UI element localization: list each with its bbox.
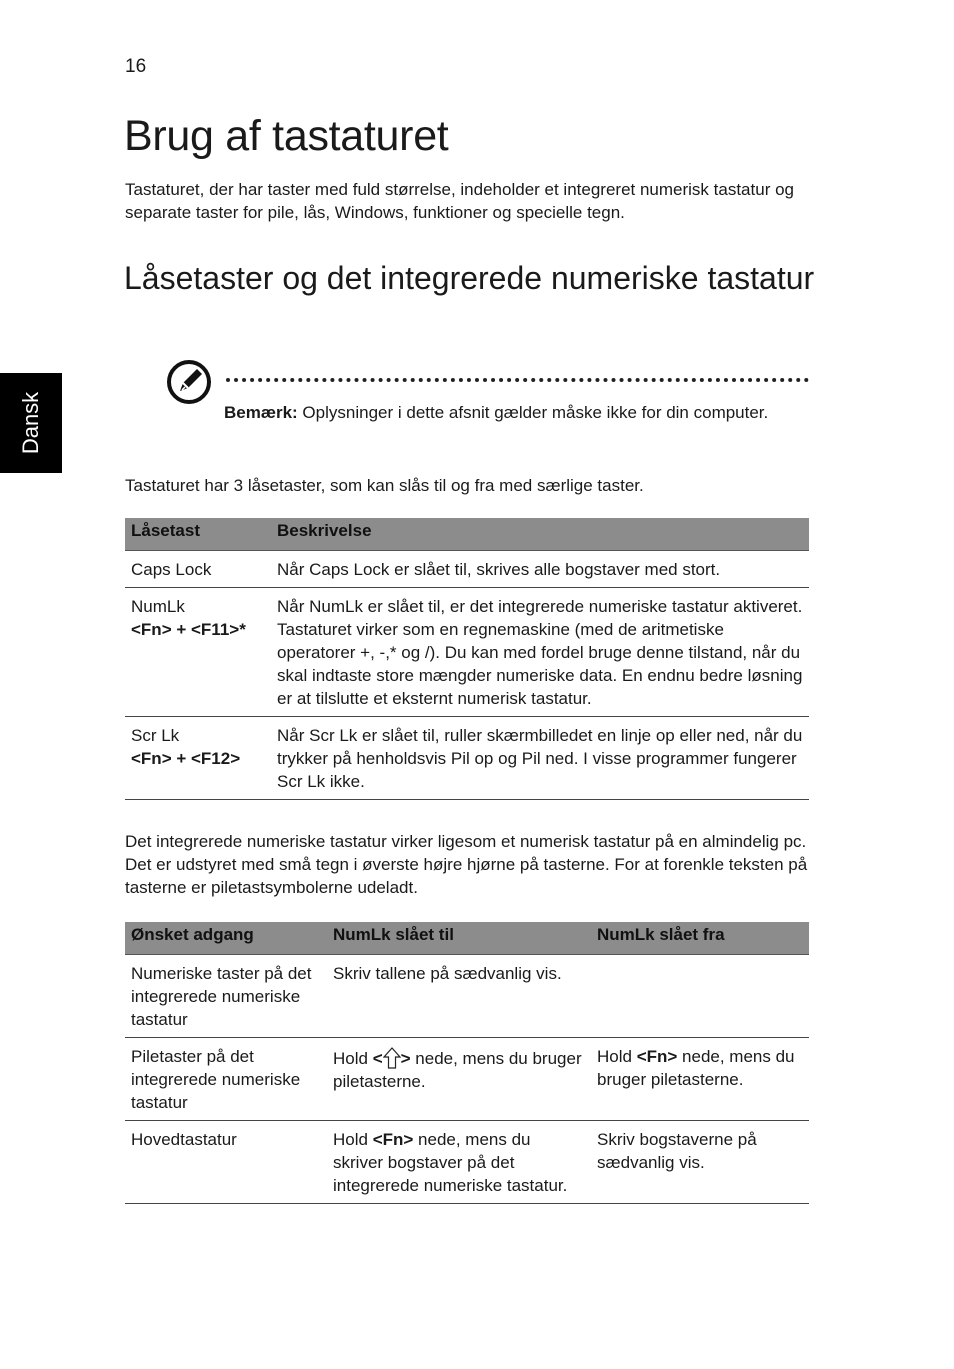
table-row	[125, 588, 809, 717]
numlk-on-cell: Skriv tallene på sædvanlig vis.	[327, 955, 591, 1038]
table-row	[125, 717, 809, 800]
access-cell: Hovedtastatur	[125, 1121, 327, 1204]
page-number: 16	[125, 56, 147, 77]
table-row	[125, 955, 809, 1038]
table-row	[125, 1121, 809, 1204]
access-cell: Numeriske taster på det integrerede numeriske tastatur	[125, 955, 327, 1038]
page-title: Brug af tastaturet	[124, 112, 449, 160]
table-header-row	[125, 922, 809, 955]
lock-key-description: Når Scr Lk er slået til, ruller skærmbilledet en linje op eller ned, når du trykker på henholdsvis Pil op og Pil ned. I visse programmer fungerer Scr Lk ikke.	[271, 717, 809, 800]
intro-paragraph: Tastaturet, der har taster med fuld størrelse, indeholder et integreret numerisk tastatur og separate taster for pile, lås, Windows, funktioner og specielle tegn.	[125, 180, 794, 222]
lock-key-description: Når Caps Lock er slået til, skrives alle bogstaver med stort.	[271, 551, 809, 588]
note-text	[224, 401, 784, 424]
table-row	[125, 1038, 809, 1121]
numpad-intro: Det integrerede numeriske tastatur virker ligesom et numerisk tastatur på en almindelig pc. Det er udstyret med små tegn i øverste højre hjørne på tasterne. For at forenkle teksten på tasterne er piletastsymbolerne udeladt.	[125, 832, 808, 897]
column-header: Låsetast	[125, 518, 271, 551]
cell-text: Hold	[333, 1049, 373, 1068]
shift-arrow-icon	[383, 1047, 401, 1069]
numlk-on-cell	[327, 1121, 591, 1204]
lock-key-cell	[125, 551, 271, 588]
lock-keys-intro: Tastaturet har 3 låsetaster, som kan slås til og fra med særlige taster.	[125, 476, 644, 495]
key-combo: <Fn>	[636, 1047, 678, 1066]
cell-text: nede, mens du skriver bogstaver på det integrerede numeriske tastatur.	[333, 1130, 568, 1195]
lock-key-cell	[125, 588, 271, 717]
key-combo: <Fn>	[372, 1130, 414, 1149]
column-header: Beskrivelse	[271, 518, 809, 551]
cell-text: nede, mens du bruger piletasterne.	[597, 1047, 795, 1089]
lock-key-cell	[125, 717, 271, 800]
access-cell: Piletaster på det integrerede numeriske tastatur	[125, 1038, 327, 1121]
numlk-off-cell: Skriv bogstaverne på sædvanlig vis.	[591, 1121, 809, 1204]
note-body: Oplysninger i dette afsnit gælder måske ikke for din computer.	[297, 403, 769, 422]
key-bracket-close: >	[400, 1049, 411, 1068]
cell-text: Hold	[597, 1047, 637, 1066]
numlk-off-cell	[591, 955, 809, 1038]
lock-key-description: Når NumLk er slået til, er det integrerede numeriske tastatur aktiveret. Tastaturet virker som en regnemaskine (med de aritmetiske operatorer +, -,* og /). Du kan med fordel bruge denne tilstand, når du skal indtaste store mængder numeriske data. En endnu bedre løsning er at tilslutte et eksternt numerisk tastatur.	[271, 588, 809, 717]
lock-key-name: Caps Lock	[131, 560, 212, 579]
table-row	[125, 551, 809, 588]
lock-key-name: NumLk	[131, 597, 185, 616]
numlk-on-cell	[327, 1038, 591, 1121]
table-header-row	[125, 518, 809, 551]
lock-key-name: Scr Lk	[131, 726, 180, 745]
note-label: Bemærk:	[224, 403, 298, 422]
cell-text: nede, mens du bruger piletasterne.	[333, 1049, 582, 1091]
numlk-off-cell	[591, 1038, 809, 1121]
section-heading: Låsetaster og det integrerede numeriske tastatur	[124, 260, 815, 296]
note-pen-icon	[166, 359, 212, 405]
language-tab	[0, 373, 62, 473]
lock-key-combo: <Fn> + <F12>	[131, 749, 241, 768]
column-header: NumLk slået til	[327, 922, 591, 955]
key-bracket-open: <	[372, 1049, 383, 1068]
lock-keys-table	[125, 518, 809, 800]
numpad-access-table	[125, 922, 809, 1204]
note-divider	[226, 378, 809, 382]
column-header: Ønsket adgang	[125, 922, 327, 955]
language-tab-label: Dansk	[18, 391, 44, 455]
lock-key-combo: <Fn> + <F11>*	[131, 620, 246, 639]
column-header: NumLk slået fra	[591, 922, 809, 955]
cell-text: Hold	[333, 1130, 373, 1149]
